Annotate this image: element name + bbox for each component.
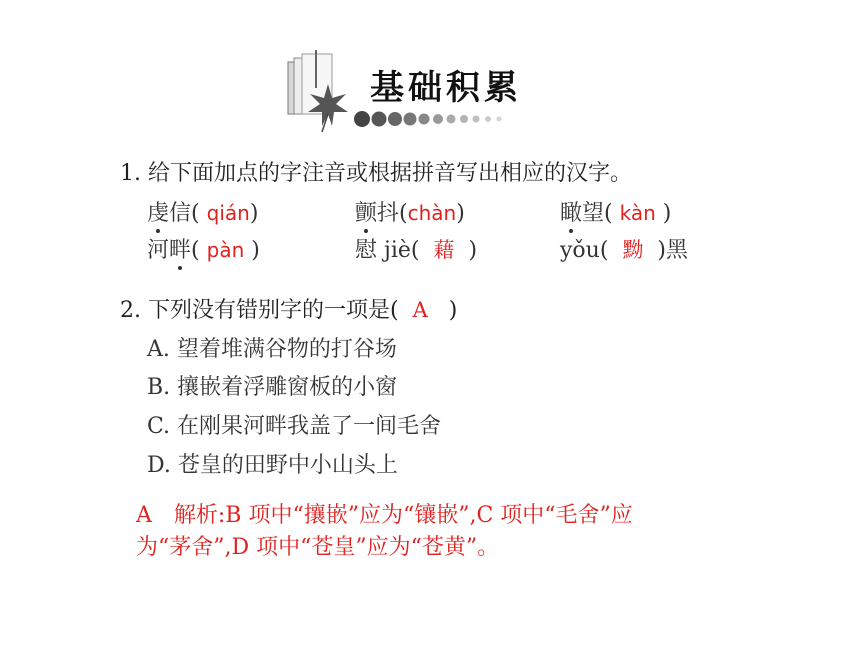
q1-item-4-dotted-char: 畔 bbox=[169, 238, 192, 263]
decorative-dots bbox=[352, 110, 552, 128]
q1-item-2: 颤抖(chàn) bbox=[355, 201, 465, 226]
q1-item-3: 瞰望( kàn ) bbox=[560, 201, 672, 226]
q1-item-4: 河畔( pàn ) bbox=[147, 238, 260, 263]
q1-item-1-answer: qián bbox=[206, 201, 250, 225]
question-1-prompt: 1. 给下面加点的字注音或根据拼音写出相应的汉字。 bbox=[120, 161, 632, 186]
option-a: A. 望着堆满谷物的打谷场 bbox=[147, 337, 397, 362]
book-leaf-icon bbox=[282, 48, 357, 136]
q1-item-1-dotted-char: 虔 bbox=[147, 201, 170, 226]
option-b: B. 攘嵌着浮雕窗板的小窗 bbox=[147, 375, 398, 400]
q1-item-5-answer: 藉 bbox=[433, 238, 455, 262]
q1-item-3-dotted-char: 瞰 bbox=[560, 201, 583, 226]
q1-item-5: 慰 jiè( 藉 ) bbox=[355, 238, 478, 263]
q1-item-1: 虔信( qián) bbox=[147, 201, 259, 226]
question-2-prompt: 2. 下列没有错别字的一项是( A ) bbox=[120, 298, 458, 323]
q1-item-6-answer: 黝 bbox=[622, 238, 644, 262]
section-title: 基础积累 bbox=[370, 68, 522, 108]
question-2-answer: A bbox=[412, 298, 428, 322]
analysis-line-1: A 解析:B 项中“攘嵌”应为“镶嵌”,C 项中“毛舍”应 bbox=[136, 503, 633, 528]
option-c: C. 在刚果河畔我盖了一间毛舍 bbox=[147, 414, 442, 439]
q1-item-3-answer: kàn bbox=[619, 201, 656, 225]
section-header bbox=[282, 48, 582, 138]
q1-item-2-dotted-char: 颤 bbox=[355, 201, 378, 226]
analysis-line-2: 为“茅舍”,D 项中“苍皇”应为“苍黄”。 bbox=[136, 535, 500, 560]
option-d: D. 苍皇的田野中小山头上 bbox=[147, 453, 398, 478]
q1-item-6: yǒu( 黝 )黑 bbox=[560, 238, 689, 263]
q1-item-2-answer: chàn bbox=[407, 201, 457, 225]
q1-item-4-answer: pàn bbox=[206, 238, 245, 262]
